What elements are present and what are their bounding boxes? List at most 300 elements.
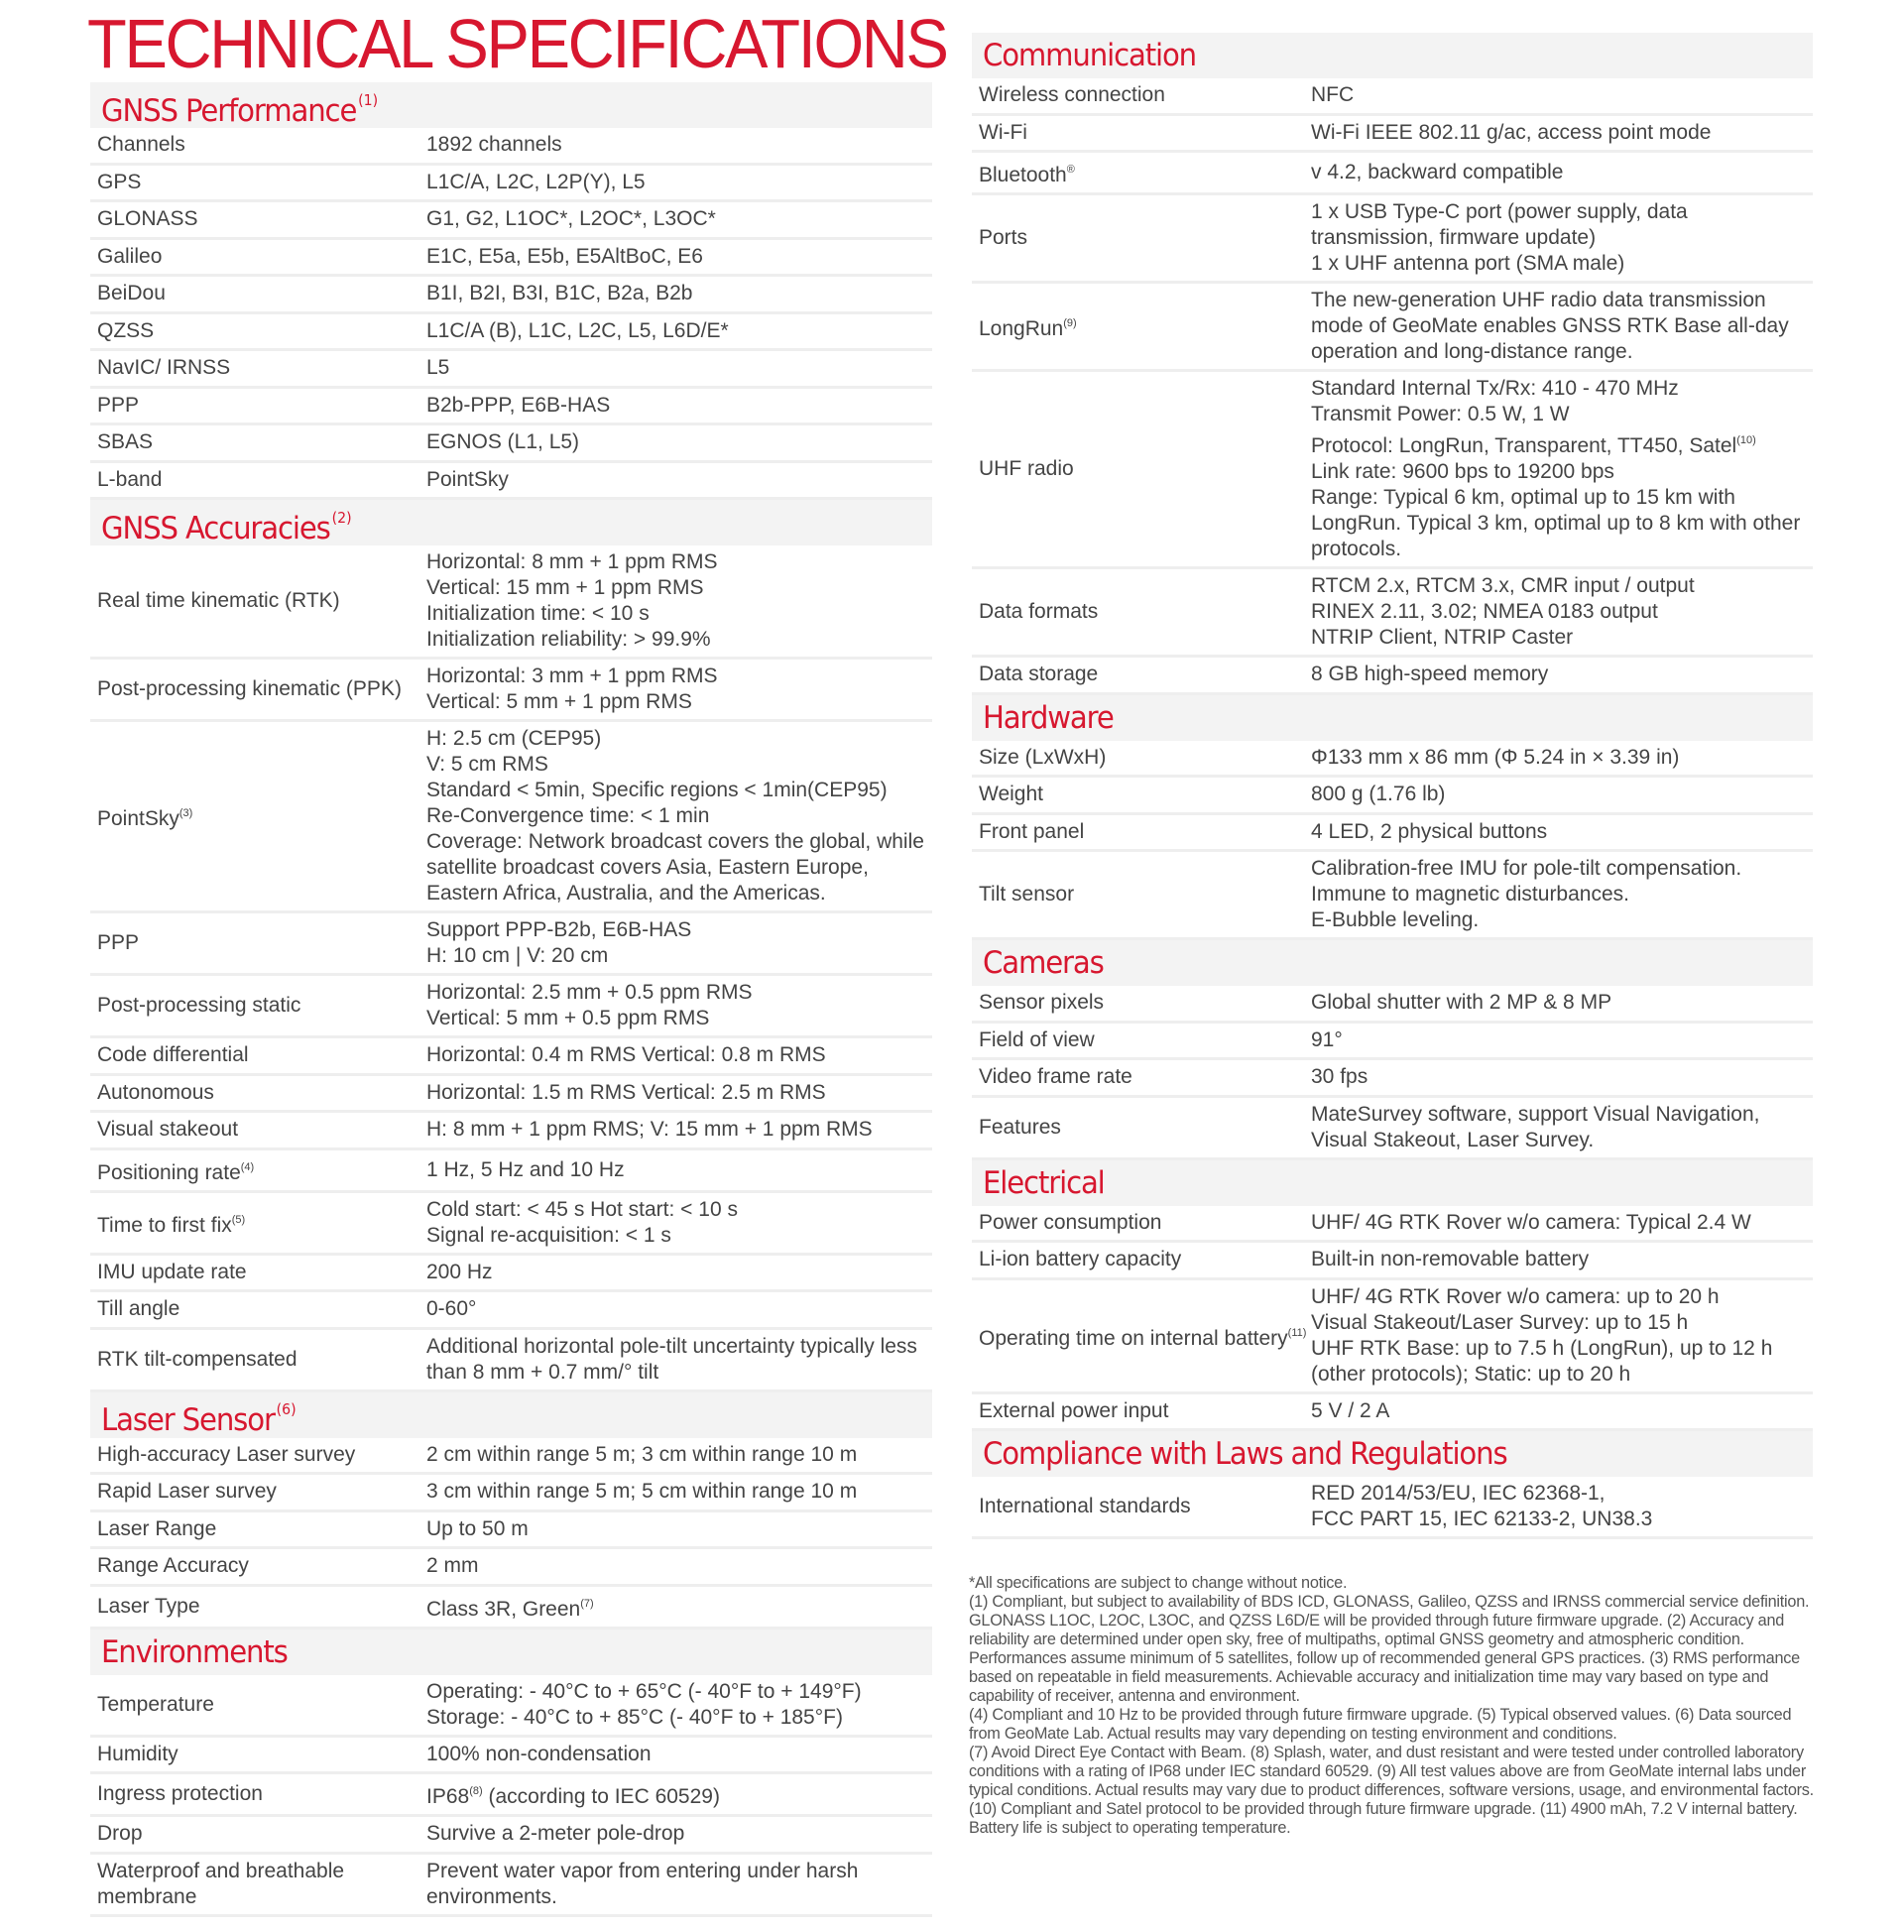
spec-row <box>972 741 1813 779</box>
spec-label <box>972 1064 1311 1090</box>
spec-label-text: Post-processing static <box>97 994 301 1017</box>
spec-label <box>90 1347 426 1373</box>
spec-section-electrical <box>972 1160 1813 1432</box>
spec-label-text: Wireless connection <box>979 83 1165 107</box>
right-column <box>972 33 1813 1539</box>
spec-value-text: Survive a 2-meter pole-drop <box>426 1822 685 1846</box>
spec-value-text: Up to 50 m <box>426 1516 529 1540</box>
spec-value-text: H: 8 mm + 1 ppm RMS; V: 15 mm + 1 ppm RMS <box>426 1118 873 1142</box>
spec-label <box>90 429 426 455</box>
spec-value <box>1311 1102 1813 1153</box>
spec-label <box>90 1692 426 1718</box>
spec-value-text: Horizontal: 2.5 mm + 0.5 ppm RMS Vertical: 5 mm + 0.5 ppm RMS <box>426 981 753 1029</box>
spec-label-text: Positioning rate <box>97 1160 241 1184</box>
section-title-text: GNSS Performance <box>101 92 357 129</box>
spec-value <box>1311 1398 1813 1424</box>
spec-section-communication <box>972 33 1813 695</box>
spec-row <box>90 389 932 426</box>
spec-section-compliance-with-laws-and-regulations <box>972 1431 1813 1539</box>
spec-row <box>972 372 1813 569</box>
spec-row <box>90 128 932 166</box>
footnote-ref: (1) <box>358 90 379 109</box>
spec-value <box>426 393 932 419</box>
spec-label-text: IMU update rate <box>97 1260 247 1283</box>
spec-row <box>972 1098 1813 1160</box>
spec-value <box>426 1296 932 1322</box>
spec-label-text: Laser Range <box>97 1516 217 1540</box>
spec-value <box>1311 856 1813 933</box>
spec-value-text: 8 GB high-speed memory <box>1311 663 1549 686</box>
section-header <box>972 940 1813 986</box>
spec-label-text: Channels <box>97 133 185 157</box>
spec-value-text: Link rate: 9600 bps to 19200 bps Range: Typical 6 km, optimal up to 15 km with LongRun. Typical 3 km, optimal up to 8 km with other protocols. <box>1311 460 1801 560</box>
spec-label-text: PPP <box>97 393 140 417</box>
spec-value <box>1311 1481 1813 1532</box>
spec-label <box>972 120 1311 146</box>
spec-value <box>1311 376 1813 562</box>
spec-label-text: Tilt sensor <box>979 883 1075 906</box>
spec-label <box>972 745 1311 771</box>
spec-label <box>90 1442 426 1468</box>
spec-value-text: Additional horizontal pole-tilt uncertainty typically less than 8 mm + 0.7 mm/° tilt <box>426 1334 917 1384</box>
spec-value <box>426 318 932 344</box>
spec-section-laser-sensor <box>90 1392 932 1630</box>
spec-value-text: 100% non-condensation <box>426 1742 652 1765</box>
spec-row <box>90 1150 932 1193</box>
left-column <box>90 82 932 1917</box>
section-header <box>90 82 932 128</box>
spec-row <box>972 852 1813 940</box>
spec-row <box>972 1477 1813 1539</box>
spec-label <box>90 1859 426 1910</box>
spec-row <box>90 1675 932 1738</box>
spec-row <box>90 1587 932 1630</box>
spec-value-text: 91° <box>1311 1027 1343 1051</box>
spec-label <box>972 310 1311 342</box>
spec-label-text: PPP <box>97 931 140 954</box>
spec-value-text: E1C, E5a, E5b, E5AltBoC, E6 <box>426 244 703 268</box>
spec-value <box>426 1679 932 1731</box>
spec-label-text: Galileo <box>97 244 163 268</box>
spec-row <box>90 913 932 976</box>
spec-label-text: Till angle <box>97 1297 180 1321</box>
spec-value <box>1311 288 1813 365</box>
page-title: TECHNICAL SPECIFICATIONS <box>87 5 947 82</box>
spec-row <box>90 314 932 352</box>
spec-row <box>90 1113 932 1150</box>
spec-value-text: MateSurvey software, support Visual Navigation, Visual Stakeout, Laser Survey. <box>1311 1102 1760 1151</box>
spec-value <box>426 1859 932 1910</box>
spec-row <box>972 1024 1813 1061</box>
spec-value <box>426 244 932 270</box>
spec-row <box>90 545 932 660</box>
spec-value-text: Prevent water vapor from entering under harsh environments. <box>426 1859 859 1908</box>
spec-value-text: Φ133 mm x 86 mm (Φ 5.24 in × 3.39 in) <box>1311 745 1680 769</box>
spec-label-text: Real time kinematic (RTK) <box>97 589 340 612</box>
spec-label-text: SBAS <box>97 430 154 454</box>
spec-value <box>426 1260 932 1285</box>
spec-label <box>972 1027 1311 1053</box>
spec-label <box>90 355 426 381</box>
footnote-ref: ® <box>1066 164 1075 176</box>
spec-label-text: BeiDou <box>97 282 166 305</box>
spec-label <box>972 599 1311 625</box>
spec-value-text: 800 g (1.76 lb) <box>1311 783 1446 806</box>
spec-label <box>90 281 426 306</box>
spec-label-text: RTK tilt-compensated <box>97 1347 298 1371</box>
spec-label-text: NavIC/ IRNSS <box>97 356 231 380</box>
footnotes <box>969 1574 1814 1838</box>
section-title <box>101 77 378 134</box>
spec-section-gnss-accuracies <box>90 500 932 1392</box>
section-header <box>90 1630 932 1675</box>
spec-label <box>972 1320 1311 1352</box>
spec-value-text: Wi-Fi IEEE 802.11 g/ac, access point mode <box>1311 120 1712 144</box>
spec-value-text: 1 Hz, 5 Hz and 10 Hz <box>426 1157 625 1181</box>
spec-label-text: High-accuracy Laser survey <box>97 1442 356 1466</box>
spec-label <box>90 1742 426 1767</box>
spec-label <box>90 1594 426 1620</box>
section-title <box>983 1431 1507 1477</box>
spec-value-text: PointSky <box>426 467 509 491</box>
spec-value <box>426 917 932 969</box>
spec-label-text: Size (LxWxH) <box>979 745 1107 769</box>
spec-label-text: Sensor pixels <box>979 991 1105 1015</box>
spec-label <box>90 393 426 419</box>
section-title <box>101 1630 288 1675</box>
spec-value <box>426 549 932 653</box>
spec-row <box>972 986 1813 1024</box>
spec-value <box>426 1516 932 1542</box>
spec-value-text: B2b-PPP, E6B-HAS <box>426 393 611 417</box>
spec-value-text: Standard Internal Tx/Rx: 410 - 470 MHz Transmit Power: 0.5 W, 1 W Protocol: LongRun, Transparent, TT450, Satel <box>1311 377 1737 457</box>
spec-value-text: Cold start: < 45 s Hot start: < 10 s Signal re-acquisition: < 1 s <box>426 1197 738 1247</box>
spec-value <box>426 1591 932 1623</box>
section-title-text: Compliance with Laws and Regulations <box>983 1436 1507 1472</box>
spec-value-text: G1, G2, L1OC*, L2OC*, L3OC* <box>426 207 716 231</box>
section-title-text: Electrical <box>983 1164 1105 1201</box>
spec-label <box>90 1042 426 1068</box>
spec-value-text: Horizontal: 8 mm + 1 ppm RMS Vertical: 15 mm + 1 ppm RMS Initialization time: < 10 s Initialization reliability: > 99.9% <box>426 550 718 651</box>
section-title-text: GNSS Accuracies <box>101 510 330 546</box>
section-title-text: Laser Sensor <box>101 1402 275 1438</box>
spec-label <box>972 1398 1311 1424</box>
footnote-ref: (6) <box>276 1400 297 1418</box>
spec-value <box>426 206 932 232</box>
spec-value <box>1311 1284 1813 1388</box>
spec-label-text: Code differential <box>97 1043 249 1067</box>
spec-row <box>972 658 1813 695</box>
spec-label <box>972 662 1311 687</box>
spec-label-text: Ingress protection <box>97 1782 263 1805</box>
spec-value-text: RTCM 2.x, RTCM 3.x, CMR input / output RINEX 2.11, 3.02; NMEA 0183 output NTRIP Client, NTRIP Caster <box>1311 574 1695 649</box>
spec-row <box>972 1060 1813 1098</box>
spec-value-text: Horizontal: 1.5 m RMS Vertical: 2.5 m RMS <box>426 1080 826 1104</box>
spec-value-text: 30 fps <box>1311 1065 1368 1089</box>
spec-value <box>1311 1027 1813 1053</box>
spec-value <box>1311 782 1813 807</box>
spec-label <box>90 1154 426 1186</box>
spec-label-text: Wi-Fi <box>979 120 1027 144</box>
spec-row <box>90 1817 932 1855</box>
section-title-text: Hardware <box>983 699 1114 736</box>
spec-value-text: Built-in non-removable battery <box>1311 1248 1590 1271</box>
spec-value <box>426 429 932 455</box>
spec-value <box>426 467 932 493</box>
spec-label-text: Li-ion battery capacity <box>979 1248 1182 1271</box>
spec-row <box>90 1193 932 1256</box>
spec-value <box>1311 819 1813 845</box>
spec-row <box>90 351 932 389</box>
spec-value-text: Operating: - 40°C to + 65°C (- 40°F to + 149°F) Storage: - 40°C to + 85°C (- 40°F to + 185°F) <box>426 1679 862 1729</box>
spec-label <box>90 1781 426 1807</box>
spec-label-text: GLONASS <box>97 207 198 231</box>
spec-section-gnss-performance <box>90 82 932 500</box>
spec-row <box>90 1549 932 1587</box>
spec-value-text: 0-60° <box>426 1297 477 1321</box>
spec-value <box>426 1042 932 1068</box>
spec-value <box>426 1157 932 1183</box>
spec-value <box>426 1197 932 1249</box>
section-title-text: Communication <box>983 38 1197 73</box>
spec-value <box>426 1442 932 1468</box>
spec-value <box>426 1080 932 1106</box>
spec-value <box>426 980 932 1031</box>
spec-label <box>972 990 1311 1016</box>
spec-value-text: 1 x USB Type-C port (power supply, data transmission, firmware update) 1 x UHF antenna port (SMA male) <box>1311 200 1688 275</box>
spec-section-cameras <box>972 940 1813 1160</box>
spec-row <box>90 660 932 722</box>
spec-value <box>1311 662 1813 687</box>
spec-label <box>90 1207 426 1239</box>
spec-label-text: Humidity <box>97 1742 178 1765</box>
spec-value <box>426 132 932 158</box>
spec-label <box>90 170 426 195</box>
section-title <box>983 33 1196 78</box>
spec-value-text: 2 mm <box>426 1554 479 1578</box>
spec-value <box>426 170 932 195</box>
spec-row <box>972 1394 1813 1432</box>
spec-value <box>426 1334 932 1386</box>
spec-section-hardware <box>972 695 1813 941</box>
section-title-text: Environments <box>101 1633 288 1670</box>
spec-value <box>426 1778 932 1810</box>
spec-label <box>90 930 426 956</box>
section-header <box>972 1160 1813 1206</box>
spec-label-text: Laser Type <box>97 1594 200 1618</box>
spec-value <box>1311 1064 1813 1090</box>
spec-value <box>1311 160 1813 185</box>
spec-row <box>90 1038 932 1076</box>
spec-label-text: QZSS <box>97 318 155 342</box>
spec-label-text: Temperature <box>97 1692 214 1716</box>
spec-value-text: L1C/A, L2C, L2P(Y), L5 <box>426 170 646 193</box>
section-title-text: Cameras <box>983 945 1104 981</box>
spec-label <box>90 467 426 493</box>
spec-label <box>972 1247 1311 1272</box>
spec-row <box>90 722 932 913</box>
section-header <box>972 33 1813 78</box>
spec-value-text: L1C/A (B), L1C, L2C, L5, L6D/E* <box>426 318 729 342</box>
spec-label <box>972 1494 1311 1519</box>
spec-row <box>90 1438 932 1476</box>
spec-label-text: Drop <box>97 1822 143 1846</box>
spec-value <box>426 726 932 906</box>
spec-row <box>90 1292 932 1330</box>
spec-value <box>426 281 932 306</box>
spec-value-text: 4 LED, 2 physical buttons <box>1311 819 1548 843</box>
spec-row <box>90 425 932 463</box>
spec-label-text: Data formats <box>979 600 1099 623</box>
spec-value <box>1311 120 1813 146</box>
spec-value <box>1311 82 1813 108</box>
spec-value-text: Horizontal: 3 mm + 1 ppm RMS Vertical: 5 mm + 1 ppm RMS <box>426 664 718 713</box>
footnote-ref: (10) <box>1736 434 1756 446</box>
spec-row <box>90 202 932 240</box>
spec-value <box>1311 990 1813 1016</box>
section-title <box>983 695 1114 741</box>
spec-label-text: Bluetooth <box>979 164 1067 186</box>
spec-label <box>90 1516 426 1542</box>
footnote-ref: (4) <box>240 1160 255 1173</box>
spec-value-text: Class 3R, Green <box>426 1597 581 1621</box>
spec-value-text: 3 cm within range 5 m; 5 cm within range 10 m <box>426 1480 858 1504</box>
spec-label <box>90 800 426 832</box>
spec-row <box>90 240 932 278</box>
spec-label <box>90 1296 426 1322</box>
spec-value <box>1311 199 1813 277</box>
spec-value-text: IP68 <box>426 1785 470 1808</box>
spec-value-text: 200 Hz <box>426 1260 493 1283</box>
spec-row <box>90 1774 932 1817</box>
spec-label-text: Range Accuracy <box>97 1554 249 1578</box>
footnote-ref: (7) <box>580 1597 594 1610</box>
spec-value <box>1311 745 1813 771</box>
spec-label <box>972 882 1311 907</box>
section-header <box>90 500 932 545</box>
footnote-paragraph: (1) Compliant, but subject to availability of BDS ICD, GLONASS, Galileo, QZSS and IRNSS commercial service definition. GLONASS L1OC, L2OC, L3OC, and QZSS L6D/E will be provided through future firmware upgrade. (2) Accuracy and reliability are determined under open sky, free of multipaths, optimal GNSS geometry and atmospheric condition. Performances assume minimum of 5 satellites, follow up of recommended general GPS practices. (3) RMS performance based on repeatable in field measurements. Achievable accuracy and initialization time may vary based on type and capability of receiver, antenna and environment. <box>969 1593 1810 1705</box>
spec-label-text: Power consumption <box>979 1210 1162 1234</box>
spec-section-environments <box>90 1630 932 1917</box>
spec-value-text: NFC <box>1311 83 1355 107</box>
footnote-ref: (2) <box>331 508 352 527</box>
spec-value-text: RED 2014/53/EU, IEC 62368-1, FCC PART 15, IEC 62133-2, UN38.3 <box>1311 1482 1653 1530</box>
spec-row <box>90 1512 932 1550</box>
spec-label <box>90 1080 426 1106</box>
spec-row <box>972 1206 1813 1244</box>
spec-row <box>972 78 1813 116</box>
spec-label <box>972 1210 1311 1236</box>
spec-label-text: PointSky <box>97 807 179 830</box>
spec-row <box>972 815 1813 853</box>
spec-row <box>90 277 932 314</box>
spec-label-text: Weight <box>979 783 1043 806</box>
spec-value-text: UHF/ 4G RTK Rover w/o camera: up to 20 h Visual Stakeout/Laser Survey: up to 15 h UHF RTK Base: up to 7.5 h (LongRun), up to 12 h (other protocols); Static: up to 20 h <box>1311 1284 1773 1386</box>
spec-row <box>972 1280 1813 1394</box>
spec-label-text: UHF radio <box>979 457 1074 480</box>
spec-label <box>972 1115 1311 1141</box>
spec-row <box>90 1855 932 1917</box>
spec-value-text: B1I, B2I, B3I, B1C, B2a, B2b <box>426 282 693 305</box>
spec-row <box>90 166 932 203</box>
spec-row <box>90 1076 932 1114</box>
spec-label-text: Front panel <box>979 819 1085 843</box>
spec-label-text: Features <box>979 1115 1061 1139</box>
section-header <box>972 1431 1813 1477</box>
spec-value <box>1311 573 1813 651</box>
spec-value <box>1311 1210 1813 1236</box>
spec-value <box>426 1742 932 1767</box>
spec-label <box>972 782 1311 807</box>
spec-value-text: EGNOS (L1, L5) <box>426 430 580 454</box>
spec-row <box>90 1330 932 1392</box>
spec-value-text: Calibration-free IMU for pole-tilt compensation. Immune to magnetic disturbances. E-Bubble leveling. <box>1311 857 1742 931</box>
spec-value-text: (according to IEC 60529) <box>482 1785 720 1808</box>
spec-label <box>972 225 1311 251</box>
spec-value-text: 2 cm within range 5 m; 3 cm within range 10 m <box>426 1442 858 1466</box>
footnote-paragraph: (4) Compliant and 10 Hz to be provided through future firmware upgrade. (5) Typical observed values. (6) Data sourced from GeoMate Lab. Actual results may vary depending on testing environment and conditions. <box>969 1706 1792 1743</box>
section-header <box>972 695 1813 741</box>
spec-value-text: Global shutter with 2 MP & 8 MP <box>1311 991 1612 1015</box>
spec-value-text: 1892 channels <box>426 133 562 157</box>
spec-label <box>972 456 1311 482</box>
spec-value-text: The new-generation UHF radio data transmission mode of GeoMate enables GNSS RTK Base all-day operation and long-distance range. <box>1311 289 1789 363</box>
spec-value <box>1311 1247 1813 1272</box>
spec-label <box>90 1260 426 1285</box>
spec-label <box>90 244 426 270</box>
spec-label <box>90 1479 426 1505</box>
spec-label-text: Post-processing kinematic (PPK) <box>97 677 402 700</box>
spec-label-text: Visual stakeout <box>97 1118 239 1142</box>
spec-label-text: Time to first fix <box>97 1213 232 1237</box>
spec-value-text: v 4.2, backward compatible <box>1311 161 1564 183</box>
spec-value <box>426 1479 932 1505</box>
footnote-ref: (9) <box>1063 317 1077 329</box>
spec-value <box>426 664 932 715</box>
spec-value <box>426 355 932 381</box>
section-title <box>101 1387 297 1443</box>
spec-label-text: GPS <box>97 170 142 193</box>
spec-label <box>90 206 426 232</box>
spec-label-text: Field of view <box>979 1027 1095 1051</box>
spec-row <box>972 153 1813 195</box>
spec-label-text: L-band <box>97 467 163 491</box>
footnote-paragraph: (7) Avoid Direct Eye Contact with Beam. (8) Splash, water, and dust resistant and were tested under controlled laboratory conditions with a rating of IP68 under IEC standard 60529. (9) All test values above are from GeoMate internal labs under typical conditions. Actual results may vary due to product differences, software versions, usage, and environmental factors. (10) Compliant and Satel protocol to be provided through future firmware upgrade. (11) 4900 mAh, 7.2 V internal battery. Battery life is subject to operating temperature. <box>969 1744 1814 1837</box>
footnote-ref: (3) <box>178 807 193 819</box>
footnote-ref: (5) <box>231 1213 246 1226</box>
spec-value <box>426 1553 932 1579</box>
footnote-ref: (8) <box>469 1785 483 1797</box>
spec-row <box>972 1243 1813 1280</box>
spec-label-text: Rapid Laser survey <box>97 1480 277 1504</box>
spec-value <box>426 1117 932 1143</box>
section-title <box>983 1160 1105 1206</box>
spec-label <box>90 1821 426 1847</box>
spec-row <box>972 195 1813 284</box>
spec-label <box>90 318 426 344</box>
section-header <box>90 1392 932 1438</box>
spec-label <box>972 157 1311 188</box>
spec-row <box>90 976 932 1038</box>
spec-value-text: Horizontal: 0.4 m RMS Vertical: 0.8 m RMS <box>426 1043 826 1067</box>
spec-row <box>972 569 1813 658</box>
section-title <box>101 495 352 551</box>
spec-label-text: International standards <box>979 1495 1191 1517</box>
spec-label <box>90 588 426 614</box>
footnote-paragraph: *All specifications are subject to change without notice. <box>969 1574 1348 1592</box>
spec-value-text: H: 2.5 cm (CEP95) V: 5 cm RMS Standard < 5min, Specific regions < 1min(CEP95) Re-Convergence time: < 1 min Coverage: Network broadcast covers the global, while satellite broadcast covers Asia, Eastern Europe, Eastern Africa, Australia, and the Americas. <box>426 727 924 905</box>
spec-row <box>972 778 1813 815</box>
